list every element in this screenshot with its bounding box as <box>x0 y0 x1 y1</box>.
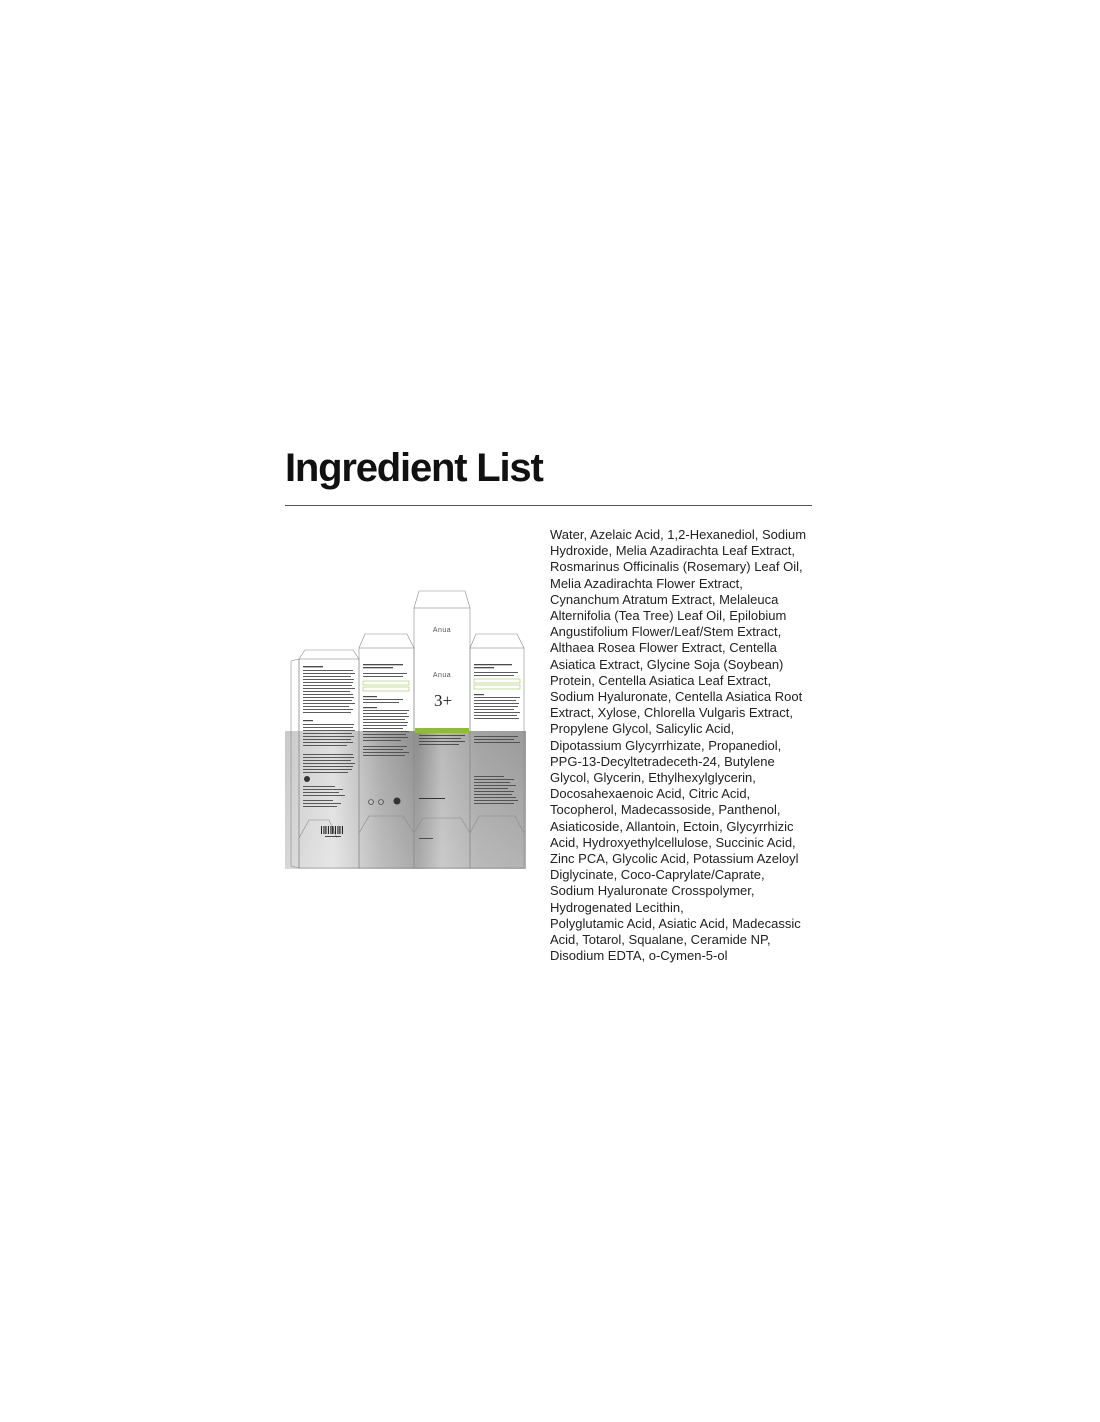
brand-logo-front: Anua <box>432 672 452 679</box>
title-divider <box>285 505 812 506</box>
front-green-band <box>415 728 469 733</box>
page-title: Ingredient List <box>285 446 543 490</box>
brand-logo-top: Anua <box>432 627 452 634</box>
packaging-dieline-image <box>285 588 526 869</box>
ingredient-list-text: Water, Azelaic Acid, 1,2-Hexanediol, Sodium Hydroxide, Melia Azadirachta Leaf Extract, Rosmarinus Officinalis (Rosemary) Leaf Oil, Melia Azadirachta Flower Extract, Cynanchum Atratum Extract, Melaleuca Alternifolia (Tea Tree) Leaf Oil, Epilobium Angustifolium Flower/Leaf/Stem Extract, Althaea Rosea Flower Extract, Centella Asiatica Extract, Glycine Soja (Soybean) Protein, Centella Asiatica Leaf Extract, Sodium Hyaluronate, Centella Asiatica Root Extract, Xylose, Chlorella Vulgaris Extract, Propylene Glycol, Salicylic Acid, Dipotassium Glycyrrhizate, Propanediol, PPG-13-Decyltetradeceth-24, Butylene Glycol, Glycerin, Ethylhexylglycerin, Docosahexaenoic Acid, Citric Acid, Tocopherol, Madecassoside, Panthenol, Asiaticoside, Allantoin, Ectoin, Glycyrrhizic Acid, Hydroxyethylcellulose, Succinic Acid, Zinc PCA, Glycolic Acid, Potassium Azeloyl Diglycinate, Coco-Caprylate/Caprate, Sodium Hyaluronate Crosspolymer, Hydrogenated Lecithin, Polyglutamic Acid, Asiatic Acid, Madecassic Acid, Totarol, Squalane, Ceramide NP, Disodium EDTA, o-Cymen-5-ol <box>550 527 807 964</box>
badge-3plus: 3+ <box>434 691 453 710</box>
